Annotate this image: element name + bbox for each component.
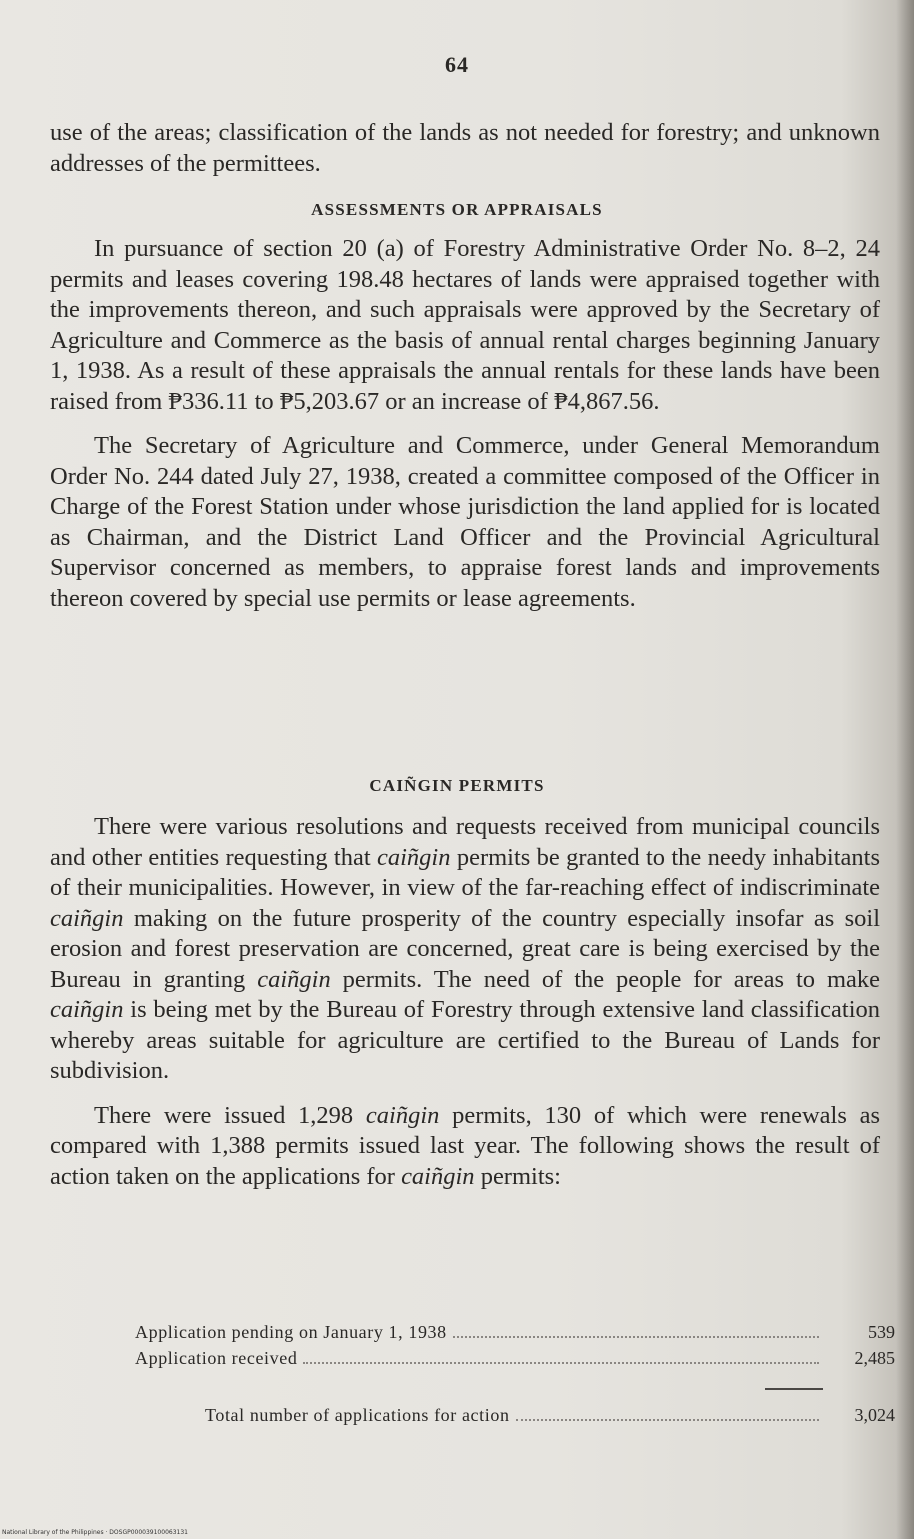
italic-term: caiñgin xyxy=(257,965,331,993)
assessments-section-body xyxy=(50,234,880,614)
intro-paragraph: use of the areas; classification of the lands as not needed for forestry; and unknown addresses of the permittees. xyxy=(50,119,880,177)
section-heading-caingin: CAIÑGIN PERMITS xyxy=(369,776,545,795)
text-run: permits: xyxy=(474,1162,561,1190)
total-row xyxy=(205,1405,895,1431)
caingin-section-body xyxy=(50,812,880,1192)
text-run: permits, 130 of which were renewals as compared with 1,388 permits issued last year. The following shows the result of action taken on the applications for xyxy=(50,1101,880,1190)
text-run: making on the future prosperity of the country especially insofar as soil erosion and forest preservation are concerned, great care is being exercised by the Bureau in granting xyxy=(50,904,880,993)
italic-term: caiñgin xyxy=(365,1101,440,1129)
page-edge-shadow xyxy=(896,0,914,1539)
text-run: is being met by the Bureau of Forestry through extensive land classification whereby areas suitable for agriculture are certified to the Bureau of Lands for subdivision. xyxy=(50,996,880,1084)
row-label: Application received xyxy=(135,1348,298,1368)
applications-table xyxy=(135,1322,895,1374)
text-run: permits. The need of the people for areas to make xyxy=(330,965,880,993)
row-label: Application pending on January 1, 1938 xyxy=(135,1322,447,1342)
italic-term: caiñgin xyxy=(377,843,451,871)
total-label: Total number of applications for action xyxy=(205,1405,510,1425)
text-run: permits be granted to the needy inhabitants of their municipalities. However, in view of the far-reaching effect of indiscriminate xyxy=(50,843,880,901)
table-row xyxy=(135,1322,895,1348)
assessments-paragraph-2: The Secretary of Agriculture and Commerce, under General Memorandum Order No. 244 dated July 27, 1938, created a committee composed of the Officer in Charge of the Forest Station under whose jurisdiction the land applied for is located as Chairman, and the District Land Officer and the Provincial Agricultural Supervisor concerned as members, to appraise forest lands and improvements thereon covered by special use permits or lease agreements. xyxy=(50,432,880,612)
table-row xyxy=(135,1348,895,1374)
text-run: There were issued 1,298 xyxy=(94,1101,366,1129)
text-run: There were various resolutions and requests received from municipal councils and other entities requesting that xyxy=(50,813,880,871)
intro-paragraph-block xyxy=(50,118,880,179)
applications-total xyxy=(205,1405,895,1431)
page-number: 64 xyxy=(445,52,469,77)
section-heading-assessments: ASSESSMENTS OR APPRAISALS xyxy=(311,200,603,219)
sum-rule xyxy=(765,1388,823,1390)
dot-leader xyxy=(516,1419,819,1421)
dot-leader xyxy=(303,1362,819,1364)
caingin-paragraph-2 xyxy=(50,1101,880,1193)
row-value: 2,485 xyxy=(854,1348,895,1368)
row-value: 539 xyxy=(868,1322,895,1342)
italic-term: caiñgin xyxy=(50,904,124,932)
total-value: 3,024 xyxy=(854,1405,895,1425)
assessments-paragraph-1: In pursuance of section 20 (a) of Forestry Administrative Order No. 8–2, 24 permits and leases covering 198.48 hectares of lands were appraised together with the improvements thereon, and such appraisals were approved by the Secretary of Agriculture and Commerce as the basis of annual rental charges beginning January 1, 1938. As a result of these appraisals the annual rentals for these lands have been raised from ₱336.11 to ₱5,203.67 or an increase of ₱4,867.56. xyxy=(50,235,880,415)
italic-term: caiñgin xyxy=(50,996,124,1023)
dot-leader xyxy=(453,1336,819,1338)
italic-term: caiñgin xyxy=(401,1162,475,1190)
scan-footer: National Library of the Philippines · DOSGP000039100063131 xyxy=(2,1529,188,1536)
caingin-paragraph-1 xyxy=(50,812,880,1087)
